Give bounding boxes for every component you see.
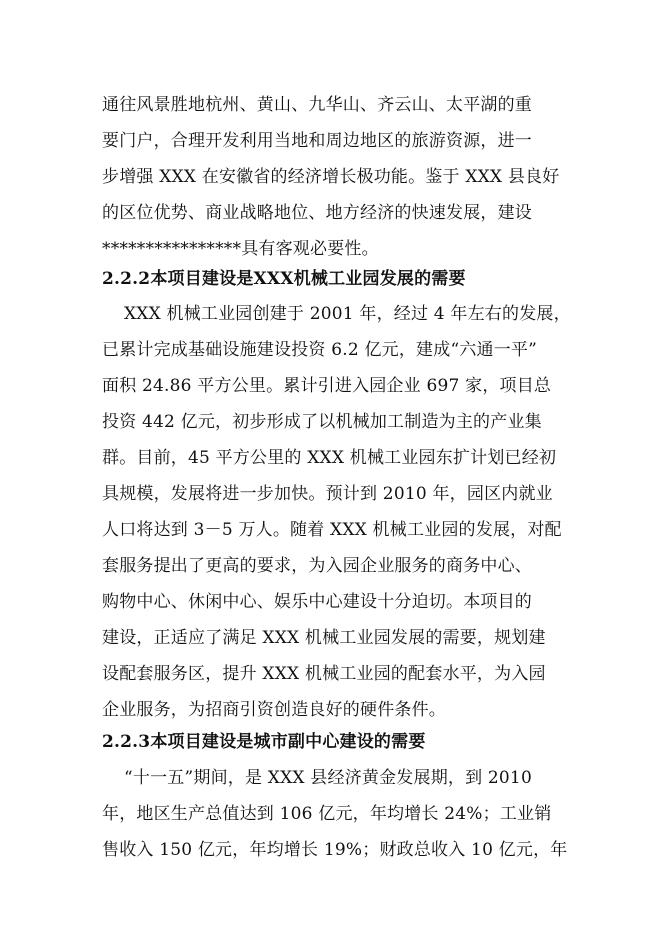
text-line: 的区位优势、商业战略地位、地方经济的快速发展，建设: [102, 203, 532, 223]
text-line: 通往风景胜地杭州、黄山、九华山、齐云山、太平湖的重: [102, 95, 532, 115]
text-line: “十一五”期间，是 XXX 县经济黄金发展期，到 2010: [124, 768, 532, 788]
section-heading: 2.2.2本项目建设是XXX机械工业园发展的需要: [102, 269, 466, 289]
text-line: 投资 442 亿元，初步形成了以机械加工制造为主的产业集: [102, 412, 542, 432]
text-line: 群。目前，45 平方公里的 XXX 机械工业园东扩计划已经初: [102, 448, 557, 468]
text-line: 年，地区生产总值达到 106 亿元，年均增长 24%；工业销: [102, 804, 552, 824]
text-line: 建设，正适应了满足 XXX 机械工业园发展的需要，规划建: [102, 628, 546, 648]
text-line: 具规模，发展将进一步加快。预计到 2010 年，园区内就业: [102, 484, 553, 504]
text-line: ****************具有客观必要性。: [102, 239, 379, 259]
text-line: 企业服务，为招商引资创造良好的硬件条件。: [102, 700, 446, 720]
section-heading: 2.2.3本项目建设是城市副中心建设的需要: [102, 732, 426, 752]
text-line: 已累计完成基础设施建设投资 6.2 亿元，建成“六通一平”: [102, 340, 538, 360]
text-line: 人口将达到 3－5 万人。随着 XXX 机械工业园的发展，对配: [102, 520, 562, 540]
text-line: 售收入 150 亿元，年均增长 19%；财政总收入 10 亿元，年: [102, 840, 568, 860]
text-line: 要门户，合理开发利用当地和周边地区的旅游资源，进一: [102, 131, 532, 151]
text-line: 设配套服务区，提升 XXX 机械工业园的配套水平，为入园: [102, 664, 546, 684]
text-line: 面积 24.86 平方公里。累计引进入园企业 697 家，项目总: [102, 376, 552, 396]
text-line: XXX 机械工业园创建于 2001 年，经过 4 年左右的发展，: [124, 304, 571, 324]
text-line: 套服务提出了更高的要求，为入园企业服务的商务中心、: [102, 556, 532, 576]
text-line: 步增强 XXX 在安徽省的经济增长极功能。鉴于 XXX 县良好: [102, 167, 560, 187]
text-line: 购物中心、休闲中心、娱乐中心建设十分迫切。本项目的: [102, 592, 532, 612]
